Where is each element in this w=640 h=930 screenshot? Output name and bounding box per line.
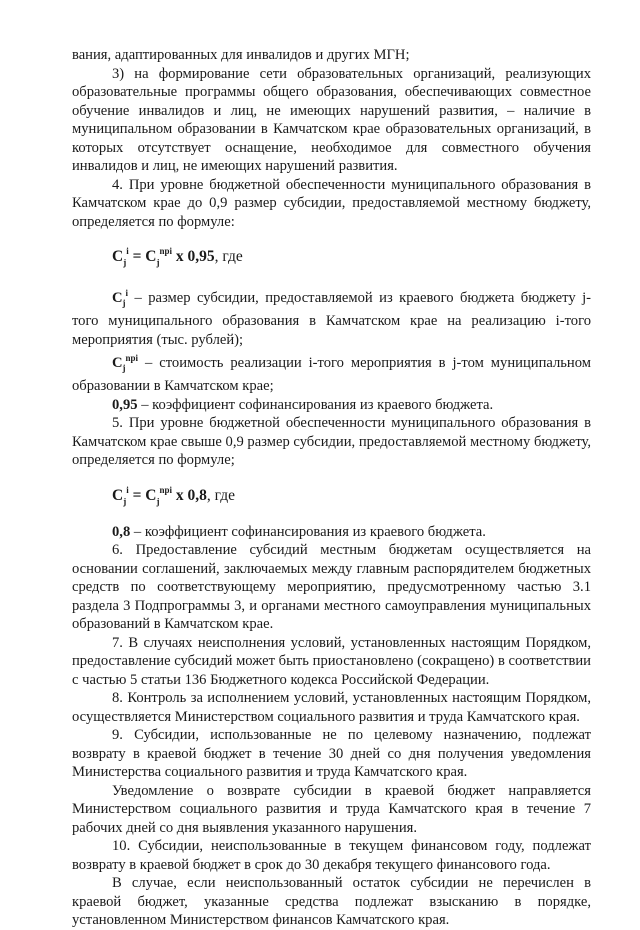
formula-1: $C_j^i = C_j^{npi}$ x 0,95, где [112, 246, 243, 268]
formula-2: $C_j^i = C_j^{npi}$ x 0,8, где [112, 484, 235, 507]
formula-1-symbol: C [112, 248, 124, 266]
paragraph-9: 9. Субсидии, использованные не по целевому назначению, подлежат возврату в краевой бюджет в течение 30 дней со дня получения уведомления Министерства социального развития и труда Камчатского края. [72, 727, 591, 781]
paragraph-7: 7. В случаях неисполнения условий, установленных настоящим Порядком, предоставление субсидий может быть приостановлено (сокращено) в соответствии с частью 5 статьи 136 Бюджетного кодекса Российской Федерации. [72, 634, 591, 688]
definition-095: 0,95 – коэффициент софинансирования из краевого бюджета. [112, 396, 494, 413]
paragraph-continuation: вания, адаптированных для инвалидов и других МГН; [72, 47, 410, 63]
paragraph-4: 4. При уровне бюджетной обеспеченности муниципального образования в Камчатском крае до 0,9 размер субсидии, предоставляемой местному бюджету, определяется по формуле: [72, 176, 591, 230]
document-body [72, 46, 591, 930]
paragraph-5: 5. При уровне бюджетной обеспеченности муниципального образования в Камчатском крае свыше 0,9 размер субсидии, предоставляемой местному бюджету, определяется по формуле; [72, 415, 591, 469]
definition-cji: $C_j^i$ – размер субсидии, предоставляемой из краевого бюджета бюджету j-того муниципального образования в Камчатском крае на реализацию i-того мероприятия (тыс. рублей); [72, 287, 591, 348]
paragraph-9-notice: Уведомление о возврате субсидии в краевой бюджет направляется Министерством социального развития и труда Камчатского края в течение 7 рабочих дней со дня выявления указанного нарушения. [72, 782, 591, 836]
paragraph-8: 8. Контроль за исполнением условий, установленных настоящим Порядком, осуществляется Министерством социального развития и труда Камчатского края. [72, 690, 591, 725]
formula-2-symbol: C [112, 486, 124, 504]
paragraph-11: В случае, если неиспользованный остаток субсидии не перечислен в краевой бюджет, указанные средства подлежат взысканию в порядке, установленном Министерством финансов Камчатского края. [72, 875, 591, 929]
paragraph-item-3: 3) на формирование сети образовательных организаций, реализующих образовательные программы общего образования, обеспечивающих совместное обучение инвалидов и лиц, не имеющих нарушений развития, – наличие в муниципальном образовании в Камчатском крае образовательных организаций, в которых отсутствует оснащение, необходимое для совместного обучения инвалидов и лиц, не имеющих нарушений развития. [72, 65, 591, 174]
paragraph-6: 6. Предоставление субсидий местным бюджетам осуществляется на основании соглашений, заключаемых между главным распорядителем бюджетных средств по соответствующему мероприятию, предусмотренному частью 3.1 раздела 3 Подпрограммы 3, и органами местного самоуправления муниципальных образований в Камчатском крае. [72, 542, 591, 633]
paragraph-10: 10. Субсидии, неиспользованные в текущем финансовом году, подлежат возврату в краевой бюджет в срок до 30 декабря текущего финансового года. [72, 838, 591, 873]
definition-08: 0,8 – коэффициент софинансирования из краевого бюджета. [112, 523, 486, 540]
definition-cjnpi: $C_j^{npi}$ – стоимость реализации i-того мероприятия в j-том муниципальном образовании в Камчатском крае; [72, 353, 591, 395]
